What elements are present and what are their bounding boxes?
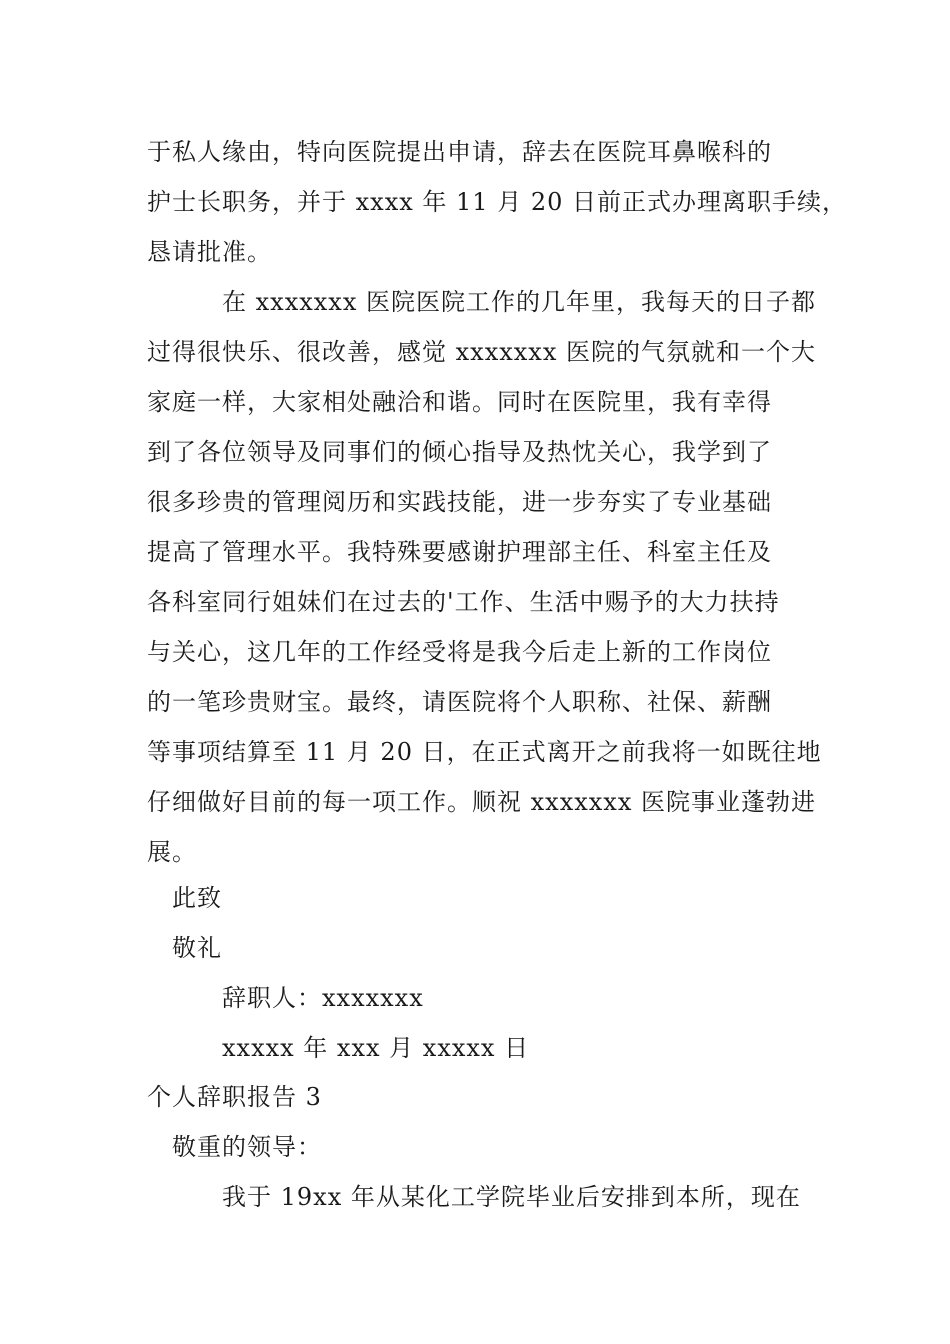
greeting-line: 敬重的领导： [172,1133,322,1161]
paragraph-2-line-11: 仔细做好目前的每一项工作。顺祝 xxxxxxx 医院事业蓬勃进 [147,788,817,816]
paragraph-2-line-1: 在 xxxxxxx 医院医院工作的几年里，我每天的日子都 [222,288,817,316]
paragraph-1-line-2: 护士长职务，并于 xxxx 年 11 月 20 日前正式办理离职手续， [147,188,847,216]
paragraph-2-line-12: 展。 [147,838,197,866]
paragraph-2-line-7: 各科室同行姐妹们在过去的'工作、生活中赐予的大力扶持 [147,588,780,616]
paragraph-1-line-3: 恳请批准。 [147,238,272,266]
paragraph-2-line-6: 提高了管理水平。我特殊要感谢护理部主任、科室主任及 [147,538,772,566]
paragraph-2-line-3: 家庭一样，大家相处融洽和谐。同时在医院里，我有幸得 [147,388,772,416]
date-line: xxxxx 年 xxx 月 xxxxx 日 [222,1034,530,1062]
closing-salutation-1: 此致 [172,884,222,912]
signer-line: 辞职人：xxxxxxx [222,984,424,1012]
paragraph-2-line-9: 的一笔珍贵财宝。最终，请医院将个人职称、社保、薪酬 [147,688,772,716]
paragraph-2-line-5: 很多珍贵的管理阅历和实践技能，进一步夯实了专业基础 [147,488,772,516]
paragraph-2-line-10: 等事项结算至 11 月 20 日，在正式离开之前我将一如既往地 [147,738,822,766]
closing-salutation-2: 敬礼 [172,934,222,962]
paragraph-2-line-8: 与关心，这几年的工作经受将是我今后走上新的工作岗位 [147,638,772,666]
paragraph-1-line-1: 于私人缘由，特向医院提出申请，辞去在医院耳鼻喉科的 [147,138,772,166]
section-3-first-line: 我于 19xx 年从某化工学院毕业后安排到本所，现在 [222,1183,801,1211]
paragraph-2-line-2: 过得很快乐、很改善，感觉 xxxxxxx 医院的气氛就和一个大 [147,338,817,366]
section-heading: 个人辞职报告 3 [147,1083,322,1111]
paragraph-2-line-4: 到了各位领导及同事们的倾心指导及热忱关心，我学到了 [147,438,772,466]
